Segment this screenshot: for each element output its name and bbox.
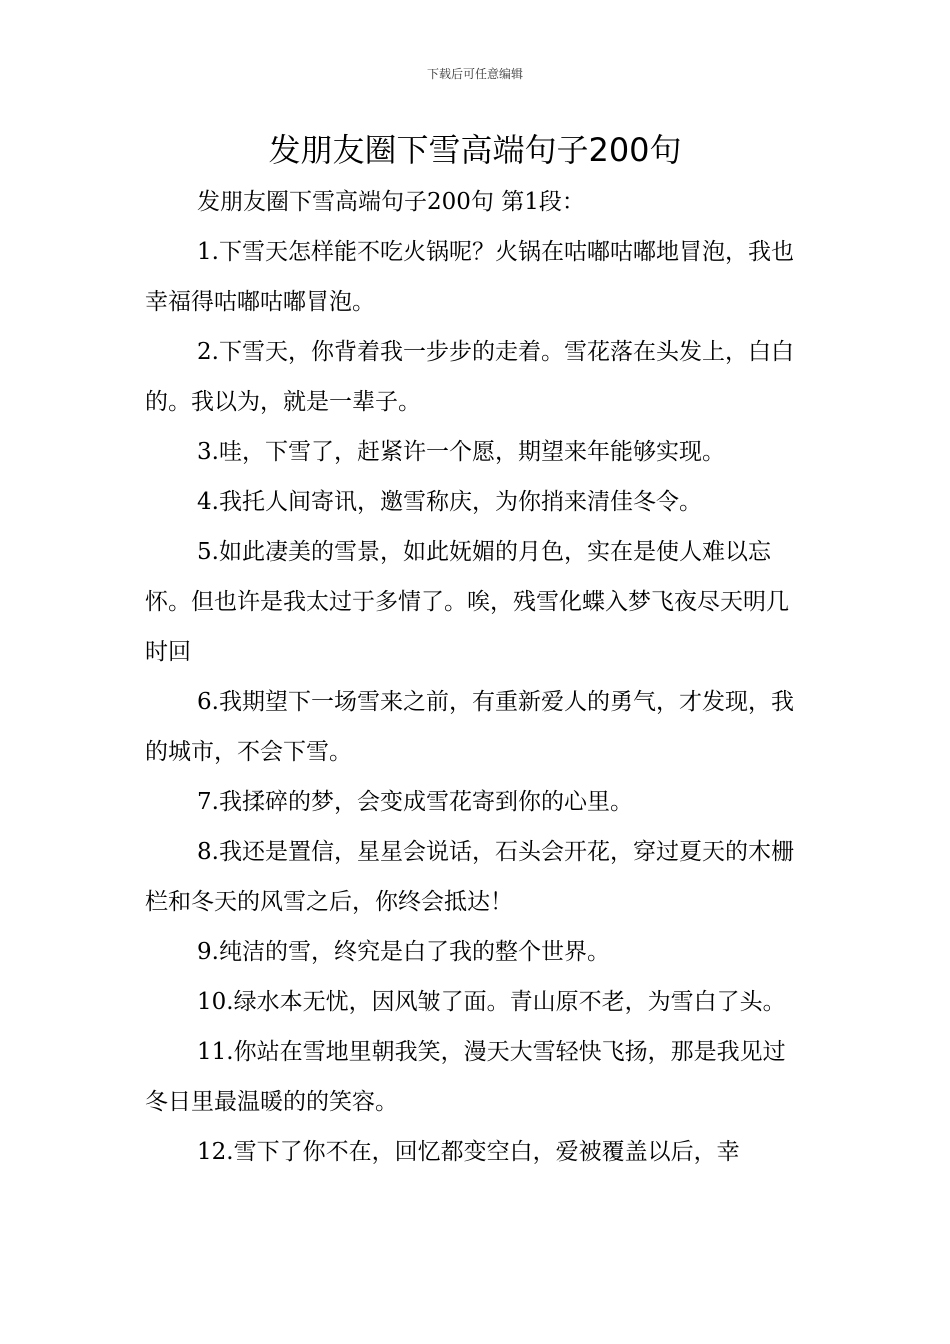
paragraph-item: 2.下雪天，你背着我一步步的走着。雪花落在头发上，白白的。我以为，就是一辈子。 bbox=[145, 339, 794, 415]
paragraph-item: 7.我揉碎的梦，会变成雪花寄到你的心里。 bbox=[197, 789, 633, 815]
paragraph-item: 11.你站在雪地里朝我笑，漫天大雪轻快飞扬，那是我见过冬日里最温暖的的笑容。 bbox=[145, 1039, 786, 1115]
document-title: 发朋友圈下雪高端句子200句 bbox=[268, 131, 682, 169]
paragraph-item: 4.我托人间寄讯，邀雪称庆，为你捎来清佳冬令。 bbox=[197, 489, 702, 515]
document-body bbox=[145, 177, 807, 1177]
paragraph-item: 10.绿水本无忧，因风皱了面。青山原不老，为雪白了头。 bbox=[197, 989, 786, 1015]
paragraph-item: 12.雪下了你不在，回忆都变空白，爱被覆盖以后，幸 bbox=[197, 1139, 740, 1165]
paragraph-item: 8.我还是置信，星星会说话，石头会开花，穿过夏天的木栅栏和冬天的风雪之后，你终会抵达！ bbox=[145, 839, 794, 915]
paragraph-item: 3.哇，下雪了，赶紧许一个愿，期望来年能够实现。 bbox=[197, 439, 725, 465]
paragraph-section-heading: 发朋友圈下雪高端句子200句 第1段： bbox=[197, 189, 585, 215]
paragraph-item: 9.纯洁的雪，终究是白了我的整个世界。 bbox=[197, 939, 610, 965]
header-note: 下载后可任意编辑 bbox=[426, 67, 523, 81]
paragraph-item: 1.下雪天怎样能不吃火锅呢？火锅在咕嘟咕嘟地冒泡，我也幸福得咕嘟咕嘟冒泡。 bbox=[145, 239, 794, 315]
paragraph-item: 5.如此凄美的雪景，如此妩媚的月色，实在是使人难以忘怀。但也许是我太过于多情了。唉，残雪化蝶入梦飞夜尽天明几时回 bbox=[145, 539, 789, 665]
paragraph-item: 6.我期望下一场雪来之前，有重新爱人的勇气，才发现，我的城市，不会下雪。 bbox=[145, 689, 794, 765]
